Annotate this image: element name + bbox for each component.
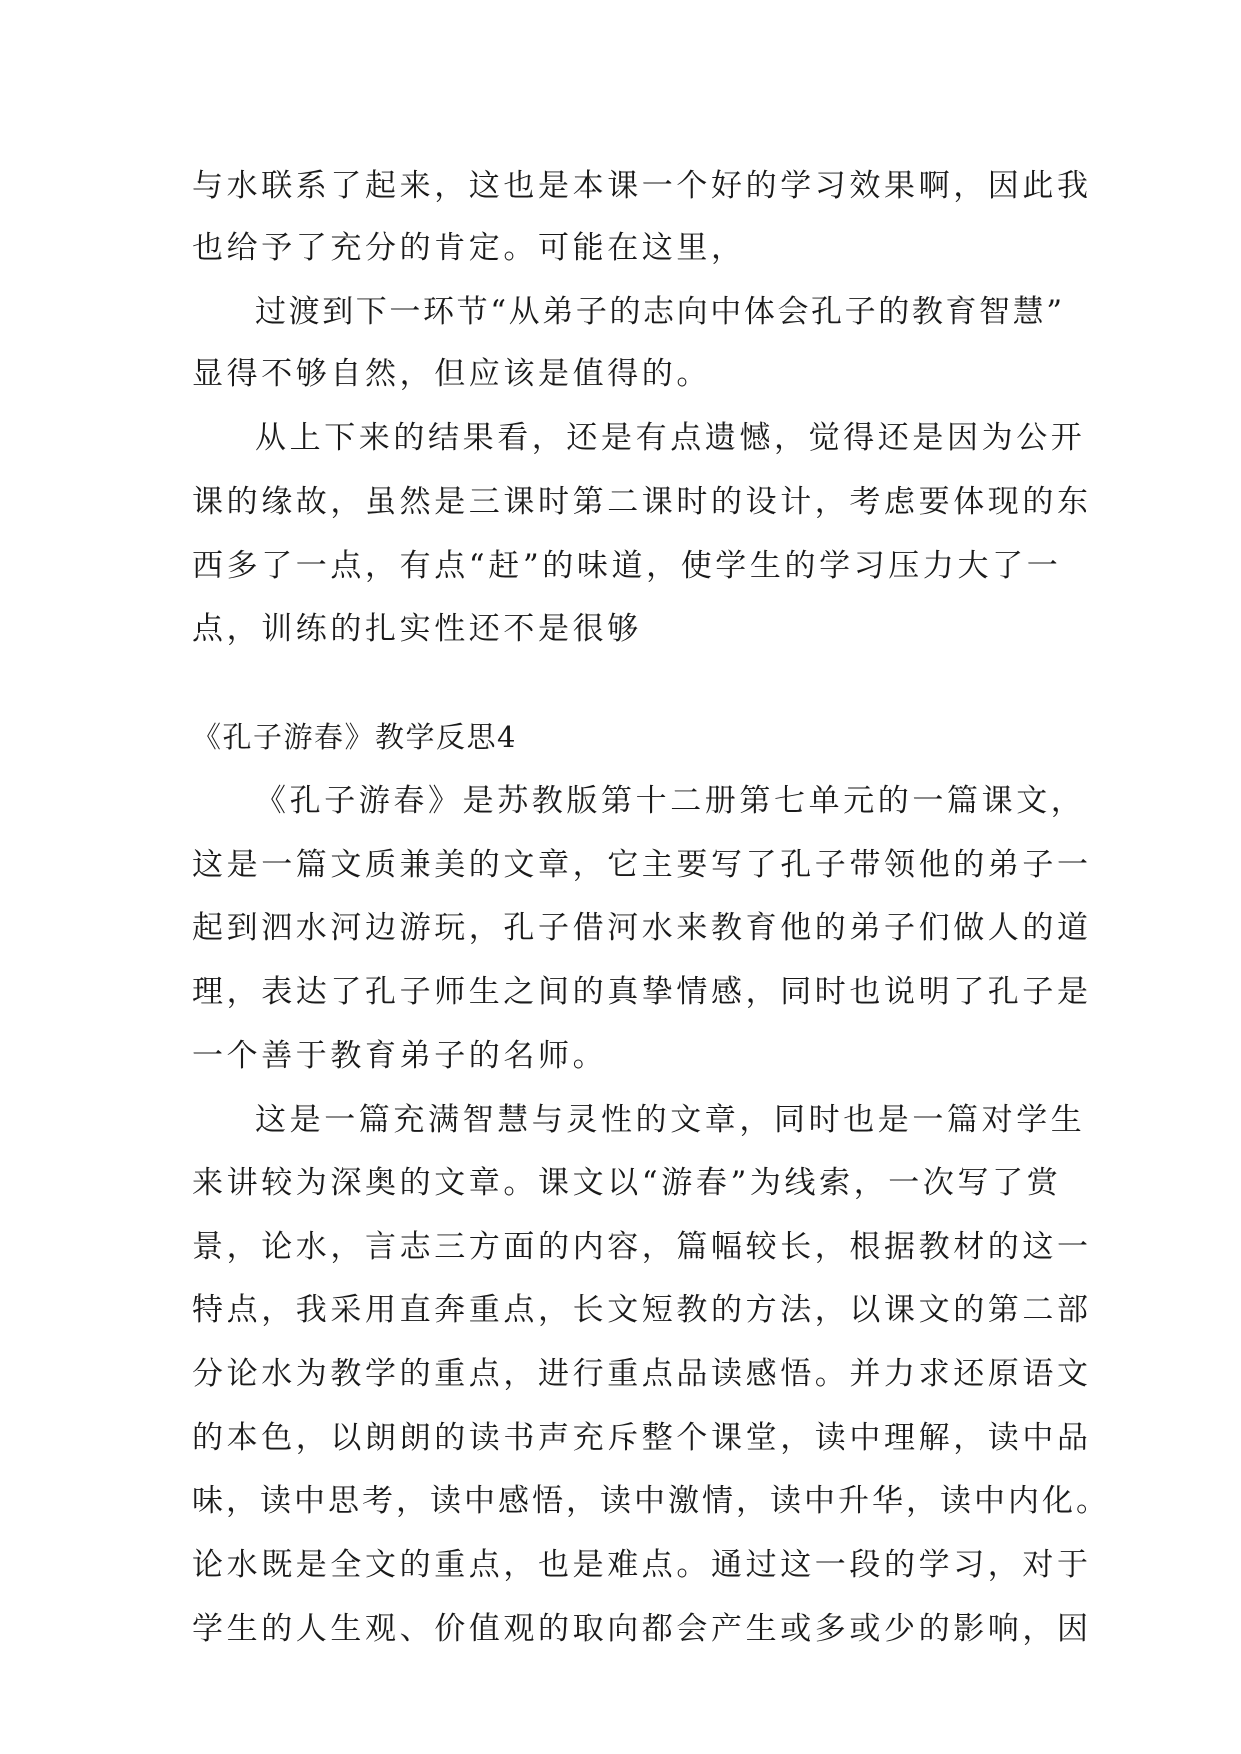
text-line: 过渡到下一环节“从弟子的志向中体会孔子的教育智慧” — [255, 294, 1065, 330]
text-line: 来讲较为深奥的文章。课文以“游春”为线索，一次写了赏 — [192, 1165, 1062, 1201]
text-line: 特点，我采用直奔重点，长文短教的方法，以课文的第二部 — [192, 1292, 1092, 1328]
text-line: 与水联系了起来，这也是本课一个好的学习效果啊，因此我 — [192, 168, 1092, 204]
text-line: 景，论水，言志三方面的内容，篇幅较长，根据教材的这一 — [192, 1229, 1092, 1265]
text-line: 分论水为教学的重点，进行重点品读感悟。并力求还原语文 — [192, 1356, 1092, 1392]
text-line: 一个善于教育弟子的名师。 — [192, 1038, 608, 1074]
text-line: 从上下来的结果看，还是有点遗憾，觉得还是因为公开 — [255, 420, 1086, 456]
text-line: 显得不够自然，但应该是值得的。 — [192, 356, 711, 392]
text-line: 学生的人生观、价值观的取向都会产生或多或少的影响，因 — [192, 1611, 1092, 1647]
text-line: 点，训练的扎实性还不是很够 — [192, 611, 642, 647]
text-line: 味，读中思考，读中感悟，读中激情，读中升华，读中内化。 — [192, 1483, 1110, 1519]
text-line: 这是一篇文质兼美的文章，它主要写了孔子带领他的弟子一 — [192, 847, 1092, 883]
text-line: 的本色，以朗朗的读书声充斥整个课堂，读中理解，读中品 — [192, 1420, 1092, 1456]
text-line: 理，表达了孔子师生之间的真挚情感，同时也说明了孔子是 — [192, 974, 1092, 1010]
text-line: 起到泗水河边游玩，孔子借河水来教育他的弟子们做人的道 — [192, 910, 1092, 946]
section-heading: 《孔子游春》教学反思4 — [192, 720, 517, 754]
text-line: 这是一篇充满智慧与灵性的文章，同时也是一篇对学生 — [255, 1102, 1086, 1138]
text-line: 《孔子游春》是苏教版第十二册第七单元的一篇课文， — [255, 783, 1086, 819]
text-line: 论水既是全文的重点，也是难点。通过这一段的学习，对于 — [192, 1547, 1092, 1583]
text-line: 西多了一点，有点“赶”的味道，使学生的学习压力大了一 — [192, 548, 1062, 584]
text-line: 也给予了充分的肯定。可能在这里， — [192, 230, 746, 266]
text-line: 课的缘故，虽然是三课时第二课时的设计，考虑要体现的东 — [192, 484, 1092, 520]
